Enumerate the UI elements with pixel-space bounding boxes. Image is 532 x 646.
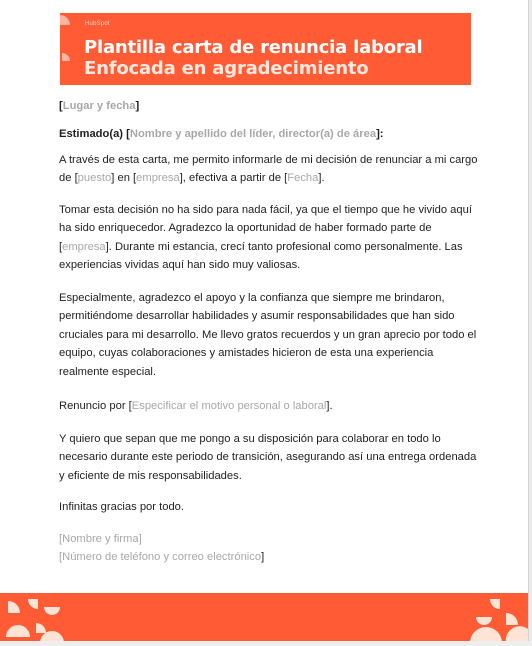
greeting-label: Estimado(a) — [59, 128, 124, 140]
page-title: Plantilla carta de renuncia laboral — [84, 37, 423, 58]
paragraph-transition: Y quiero que sepan que me pongo a su disposición para colaborar en todo lo necesario durante este periodo de transición, asegurando así una entrega ordenada y eficiente de mis responsabilidades. — [59, 433, 477, 482]
footer-banner — [0, 593, 528, 644]
paragraph-decision: Tomar esta decisión no ha sido para nada fácil, ya que el tiempo que he vivido aquí ha sido enriquecedor. Agradezco la oportunidad de haber formado parte de [empresa]. Durante mi estancia, crecí tanto profesional como personalmente. Las experiencias vividas aquí han sido muy valiosas. — [59, 204, 472, 272]
date-placeholder: Fecha — [287, 172, 319, 185]
place-date-line: [Lugar y fecha] — [59, 100, 140, 112]
company-placeholder: empresa — [62, 240, 106, 253]
place-date-placeholder: Lugar y fecha — [62, 100, 136, 112]
company-placeholder: empresa — [136, 172, 180, 185]
signature-name-placeholder: Nombre y firma — [62, 533, 139, 545]
page-gap — [0, 641, 532, 646]
contact-placeholder: Número de teléfono y correo electrónico — [62, 551, 262, 563]
hubspot-logo: HubSpot — [85, 21, 110, 27]
paragraph-reason: Renuncio por [Especificar el motivo personal o laboral]. — [59, 400, 333, 412]
decorative-shapes-icon — [0, 593, 528, 644]
decorative-shapes-icon — [60, 13, 86, 85]
paragraph-gratitude: Especialmente, agradezco el apoyo y la confianza que siempre me brindaron, permitiéndome desarrollar habilidades y asumir responsabilidades que han sido cruciales para mi desarrollo. Me llevo gratos recuerdos y un gran aprecio por todo el equipo, cuyas colaboraciones y amistades hicieron de esta una experiencia realmente especial. — [59, 292, 477, 378]
reason-placeholder: Especificar el motivo personal o laboral — [131, 400, 327, 412]
position-placeholder: puesto — [77, 172, 112, 185]
page-subtitle: Enfocada en agradecimiento — [84, 58, 369, 79]
paragraph-thanks: Infinitas gracias por todo. — [59, 501, 184, 513]
template-header-banner — [60, 13, 471, 85]
signature-name-line: [Nombre y firma] — [59, 533, 142, 545]
greeting-line: Estimado(a) [Nombre y apellido del líder, director(a) de área]: — [59, 128, 384, 140]
signature-contact-line: [Número de teléfono y correo electrónico] — [59, 551, 265, 563]
recipient-placeholder: Nombre y apellido del líder, director(a) de área — [129, 128, 377, 140]
paragraph-intro: A través de esta carta, me permito informarle de mi decisión de renunciar a mi cargo de [puesto] en [empresa], efectiva a partir de [Fecha]. — [59, 154, 478, 185]
